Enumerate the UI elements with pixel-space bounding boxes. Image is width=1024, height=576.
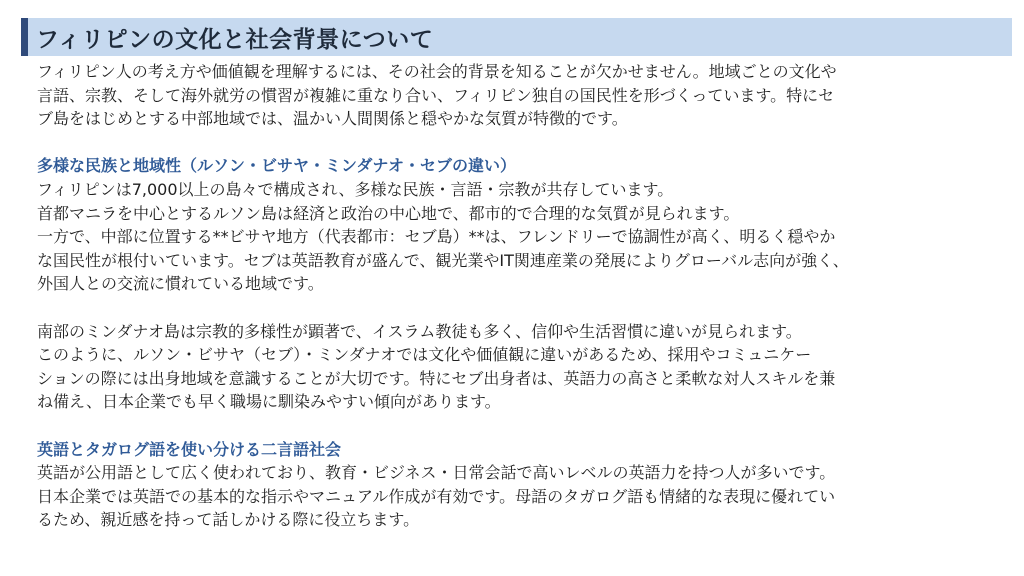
diversity-line: 一方で、中部に位置する**ビサヤ地方（代表都市：セブ島）**は、フレンドリーで協調性が高く、明るく穏やか	[37, 227, 836, 247]
diversity-line: 首都マニラを中心とするルソン島は経済と政治の中心地で、都市的で合理的な気質が見られます。	[37, 203, 740, 223]
section-heading-bilingual: 英語とタガログ語を使い分ける二言語社会	[37, 439, 342, 459]
intro-paragraph	[37, 60, 1007, 131]
page-title: フィリピンの文化と社会背景について	[36, 26, 434, 53]
bilingual-line: 日本企業では英語での基本的な指示やマニュアル作成が有効です。母語のタガログ語も情緒的な表現に優れてい	[37, 486, 836, 506]
intro-line: フィリピン人の考え方や価値観を理解するには、その社会的背景を知ることが欠かせません。地域ごとの文化や	[37, 62, 837, 81]
section-heading-diversity: 多様な民族と地域性（ルソン・ビサヤ・ミンダナオ・セブの違い）	[37, 156, 517, 176]
mindanao-line: このように、ルソン・ビサヤ（セブ）・ミンダナオでは文化や価値観に違いがあるため、採用やコミュニケー	[37, 345, 812, 365]
bilingual-line: 英語が公用語として広く使われており、教育・ビジネス・日常会話で高いレベルの英語力を持つ人が多いです。	[37, 463, 836, 483]
body-content	[37, 60, 1007, 532]
intro-line: ブ島をはじめとする中部地域では、温かい人間関係と穏やかな気質が特徴的です。	[37, 109, 628, 129]
intro-line: 言語、宗教、そして海外就労の慣習が複雑に重なり合い、フィリピン独自の国民性を形づくっています。特にセ	[37, 85, 835, 105]
mindanao-line: 南部のミンダナオ島は宗教的多様性が顕著で、イスラム教徒も多く、信仰や生活習慣に違いが見られます。	[37, 321, 802, 341]
diversity-line: 外国人との交流に慣れている地域です。	[37, 274, 324, 294]
diversity-line: フィリピンは7,000以上の島々で構成され、多様な民族・言語・宗教が共存しています。	[37, 179, 674, 199]
diversity-line: な国民性が根付いています。セブは英語教育が盛んで、観光業やIT関連産業の発展によりグローバル志向が強く、	[37, 250, 849, 270]
spacer	[37, 296, 1007, 320]
bilingual-paragraph	[37, 461, 1007, 532]
diversity-paragraph	[37, 178, 1007, 296]
mindanao-line: ションの際には出身地域を意識することが大切です。特にセブ出身者は、英語力の高さと柔軟な対人スキルを兼	[37, 368, 836, 388]
title-bar	[21, 18, 1012, 56]
bilingual-line: るため、親近感を持って話しかける際に役立ちます。	[37, 510, 420, 530]
mindanao-paragraph	[37, 320, 1007, 414]
mindanao-line: ね備え、日本企業でも早く職場に馴染みやすい傾向があります。	[37, 392, 501, 412]
spacer	[37, 131, 1007, 155]
spacer	[37, 414, 1007, 438]
